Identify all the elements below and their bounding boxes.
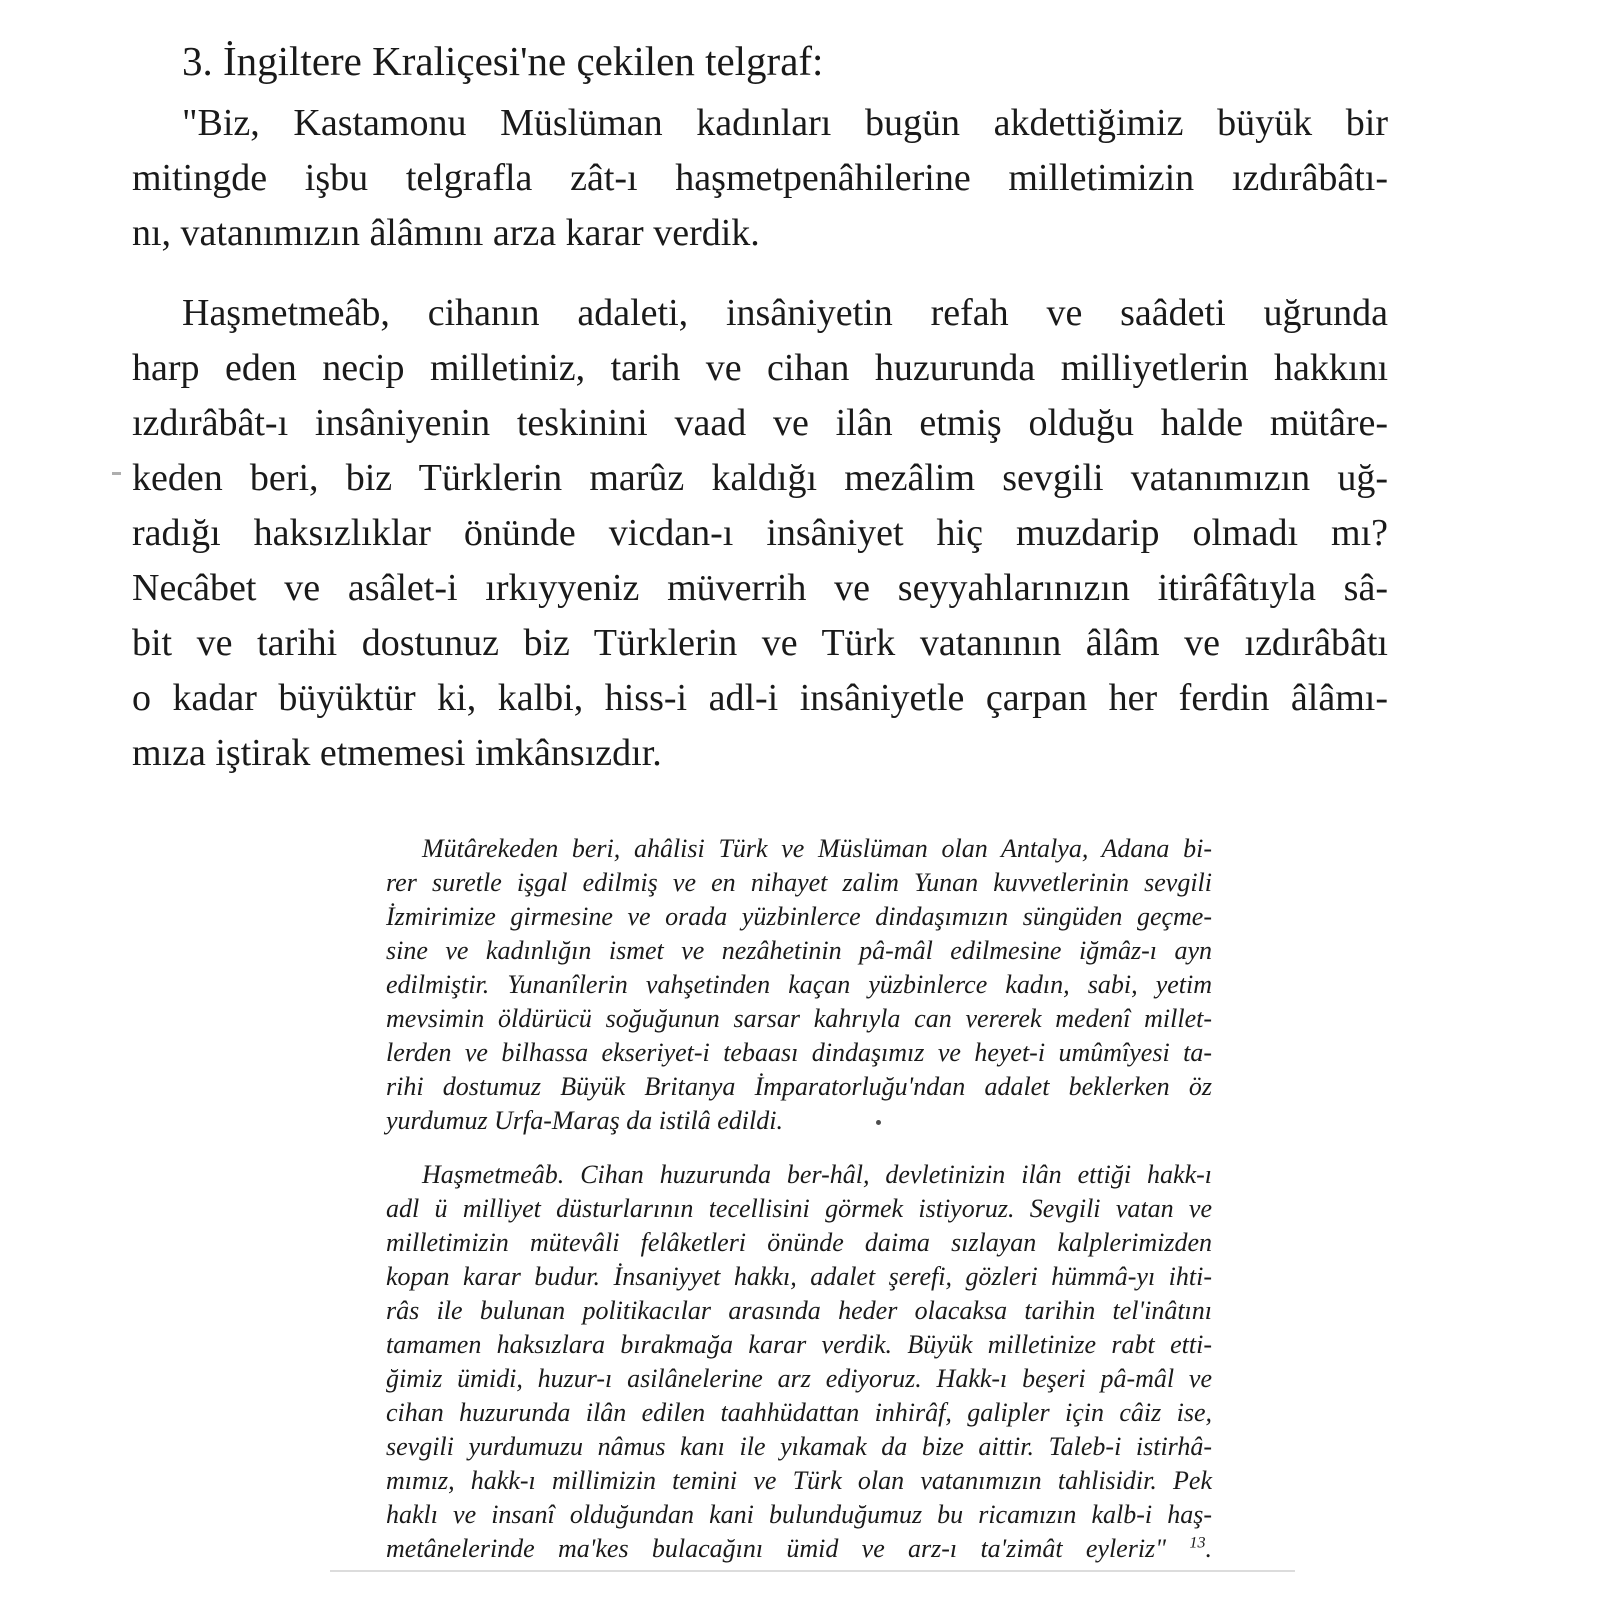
quote-final-period: . <box>1205 1534 1212 1563</box>
quoted-telegram-paragraph-2 <box>386 1158 1212 1566</box>
quoted-telegram-paragraph-1 <box>386 832 1212 1138</box>
text-line: milletimizin mütevâli felâketleri önünde daima sızlayan kalplerimizden <box>386 1228 1212 1257</box>
text-line: Haşmetmeâb. Cihan huzurunda ber-hâl, devletinizin ilân ettiği hakk-ı <box>422 1160 1212 1189</box>
text-line: yurdumuz Urfa-Maraş da istilâ edildi. <box>386 1106 783 1135</box>
text-line: nı, vatanımızın âlâmını arza karar verdik. <box>132 212 760 254</box>
text-line: rihi dostumuz Büyük Britanya İmparatorluğu'ndan adalet beklerken öz <box>386 1072 1212 1101</box>
text-line: bit ve tarihi dostunuz biz Türklerin ve Türk vatanının âlâm ve ızdırâbâtı <box>132 622 1388 664</box>
text-line: râs ile bulunan politikacılar arasında heder olacaksa tarihin tel'inâtını <box>386 1296 1212 1325</box>
text-line: mevsimin öldürücü soğuğunun sarsar kahrıyla can vererek medenî millet- <box>386 1004 1212 1033</box>
footnote-reference: 13 <box>1189 1534 1206 1552</box>
text-line: keden beri, biz Türklerin marûz kaldığı mezâlim sevgili vatanımızın uğ- <box>132 457 1388 499</box>
scan-artifact-dot <box>876 1120 881 1125</box>
text-line: ğimiz ümidi, huzur-ı asilânelerine arz ediyoruz. Hakk-ı beşeri pâ-mâl ve <box>386 1364 1212 1393</box>
telegram-paragraph-2 <box>132 286 1388 781</box>
text-line: Haşmetmeâb, cihanın adaleti, insâniyetin refah ve saâdeti uğrunda <box>182 292 1388 334</box>
text-line: tamamen haksızlara bırakmağa karar verdik. Büyük milletinize rabt etti- <box>386 1330 1212 1359</box>
quote-paragraph-2-lines <box>386 1158 1212 1532</box>
text-line: sevgili yurdumuzu nâmus kanı ile yıkamak da bize aittir. Taleb-i istirhâ- <box>386 1432 1212 1461</box>
text-line: ızdırâbât-ı insâniyenin teskinini vaad ve ilân etmiş olduğu halde mütâre- <box>132 402 1388 444</box>
text-line: mıza iştirak etmemesi imkânsızdır. <box>132 732 662 774</box>
text-line: edilmiştir. Yunanîlerin vahşetinden kaçan yüzbinlerce kadın, sabi, yetim <box>386 970 1212 999</box>
text-line: o kadar büyüktür ki, kalbi, hiss-i adl-i insâniyetle çarpan her ferdin âlâmı- <box>132 677 1388 719</box>
text-line: radığı haksızlıklar önünde vicdan-ı insâniyet hiç muzdarip olmadı mı? <box>132 512 1388 554</box>
scan-artifact-rule <box>330 1570 1295 1572</box>
text-line: mımız, hakk-ı millimizin temini ve Türk olan vatanımızın tahlisidir. Pek <box>386 1466 1212 1495</box>
text-line: kopan karar budur. İnsaniyyet hakkı, adalet şerefi, gözleri hümmâ-yı ihti- <box>386 1262 1212 1291</box>
text-line: Necâbet ve asâlet-i ırkıyyeniz müverrih ve seyyahlarınızın itirâfâtıyla sâ- <box>132 567 1388 609</box>
text-line: lerden ve bilhassa ekseriyet-i tebaası dindaşımız ve heyet-i umûmîyesi ta- <box>386 1038 1212 1067</box>
scan-artifact-dash <box>112 472 121 475</box>
text-line: sine ve kadınlığın ismet ve nezâhetinin pâ-mâl edilmesine iğmâz-ı ayn <box>386 936 1212 965</box>
text-line: adl ü milliyet düsturlarının tecellisini görmek istiyoruz. Sevgili vatan ve <box>386 1194 1212 1223</box>
text-line: cihan huzurunda ilân edilen taahhüdattan inhirâf, galipler için câiz ise, <box>386 1398 1212 1427</box>
section-heading: 3. İngiltere Kraliçesi'ne çekilen telgraf: <box>182 38 824 84</box>
text-line: haklı ve insanî olduğundan kani bulunduğumuz bu ricamızın kalb-i haş- <box>386 1500 1212 1529</box>
text-line: mitingde işbu telgrafla zât-ı haşmetpenâhilerine milletimizin ızdırâbâtı- <box>132 157 1388 199</box>
text-line: rer suretle işgal edilmiş ve en nihayet zalim Yunan kuvvetlerinin sevgili <box>386 868 1212 897</box>
telegram-paragraph-1 <box>132 96 1388 261</box>
text-line: "Biz, Kastamonu Müslüman kadınları bugün akdettiğimiz büyük bir <box>182 102 1388 144</box>
text-line: İzmirimize girmesine ve orada yüzbinlerce dindaşımızın süngüden geçme- <box>386 902 1212 931</box>
quote-final-text: metânelerinde ma'kes bulacağını ümid ve arz-ı ta'zimât eyleriz" <box>386 1534 1190 1563</box>
quote-line-with-footnote <box>386 1532 1212 1566</box>
text-line: harp eden necip milletiniz, tarih ve cihan huzurunda milliyetlerin hakkını <box>132 347 1388 389</box>
text-line: Mütârekeden beri, ahâlisi Türk ve Müslüman olan Antalya, Adana bi- <box>422 834 1212 863</box>
